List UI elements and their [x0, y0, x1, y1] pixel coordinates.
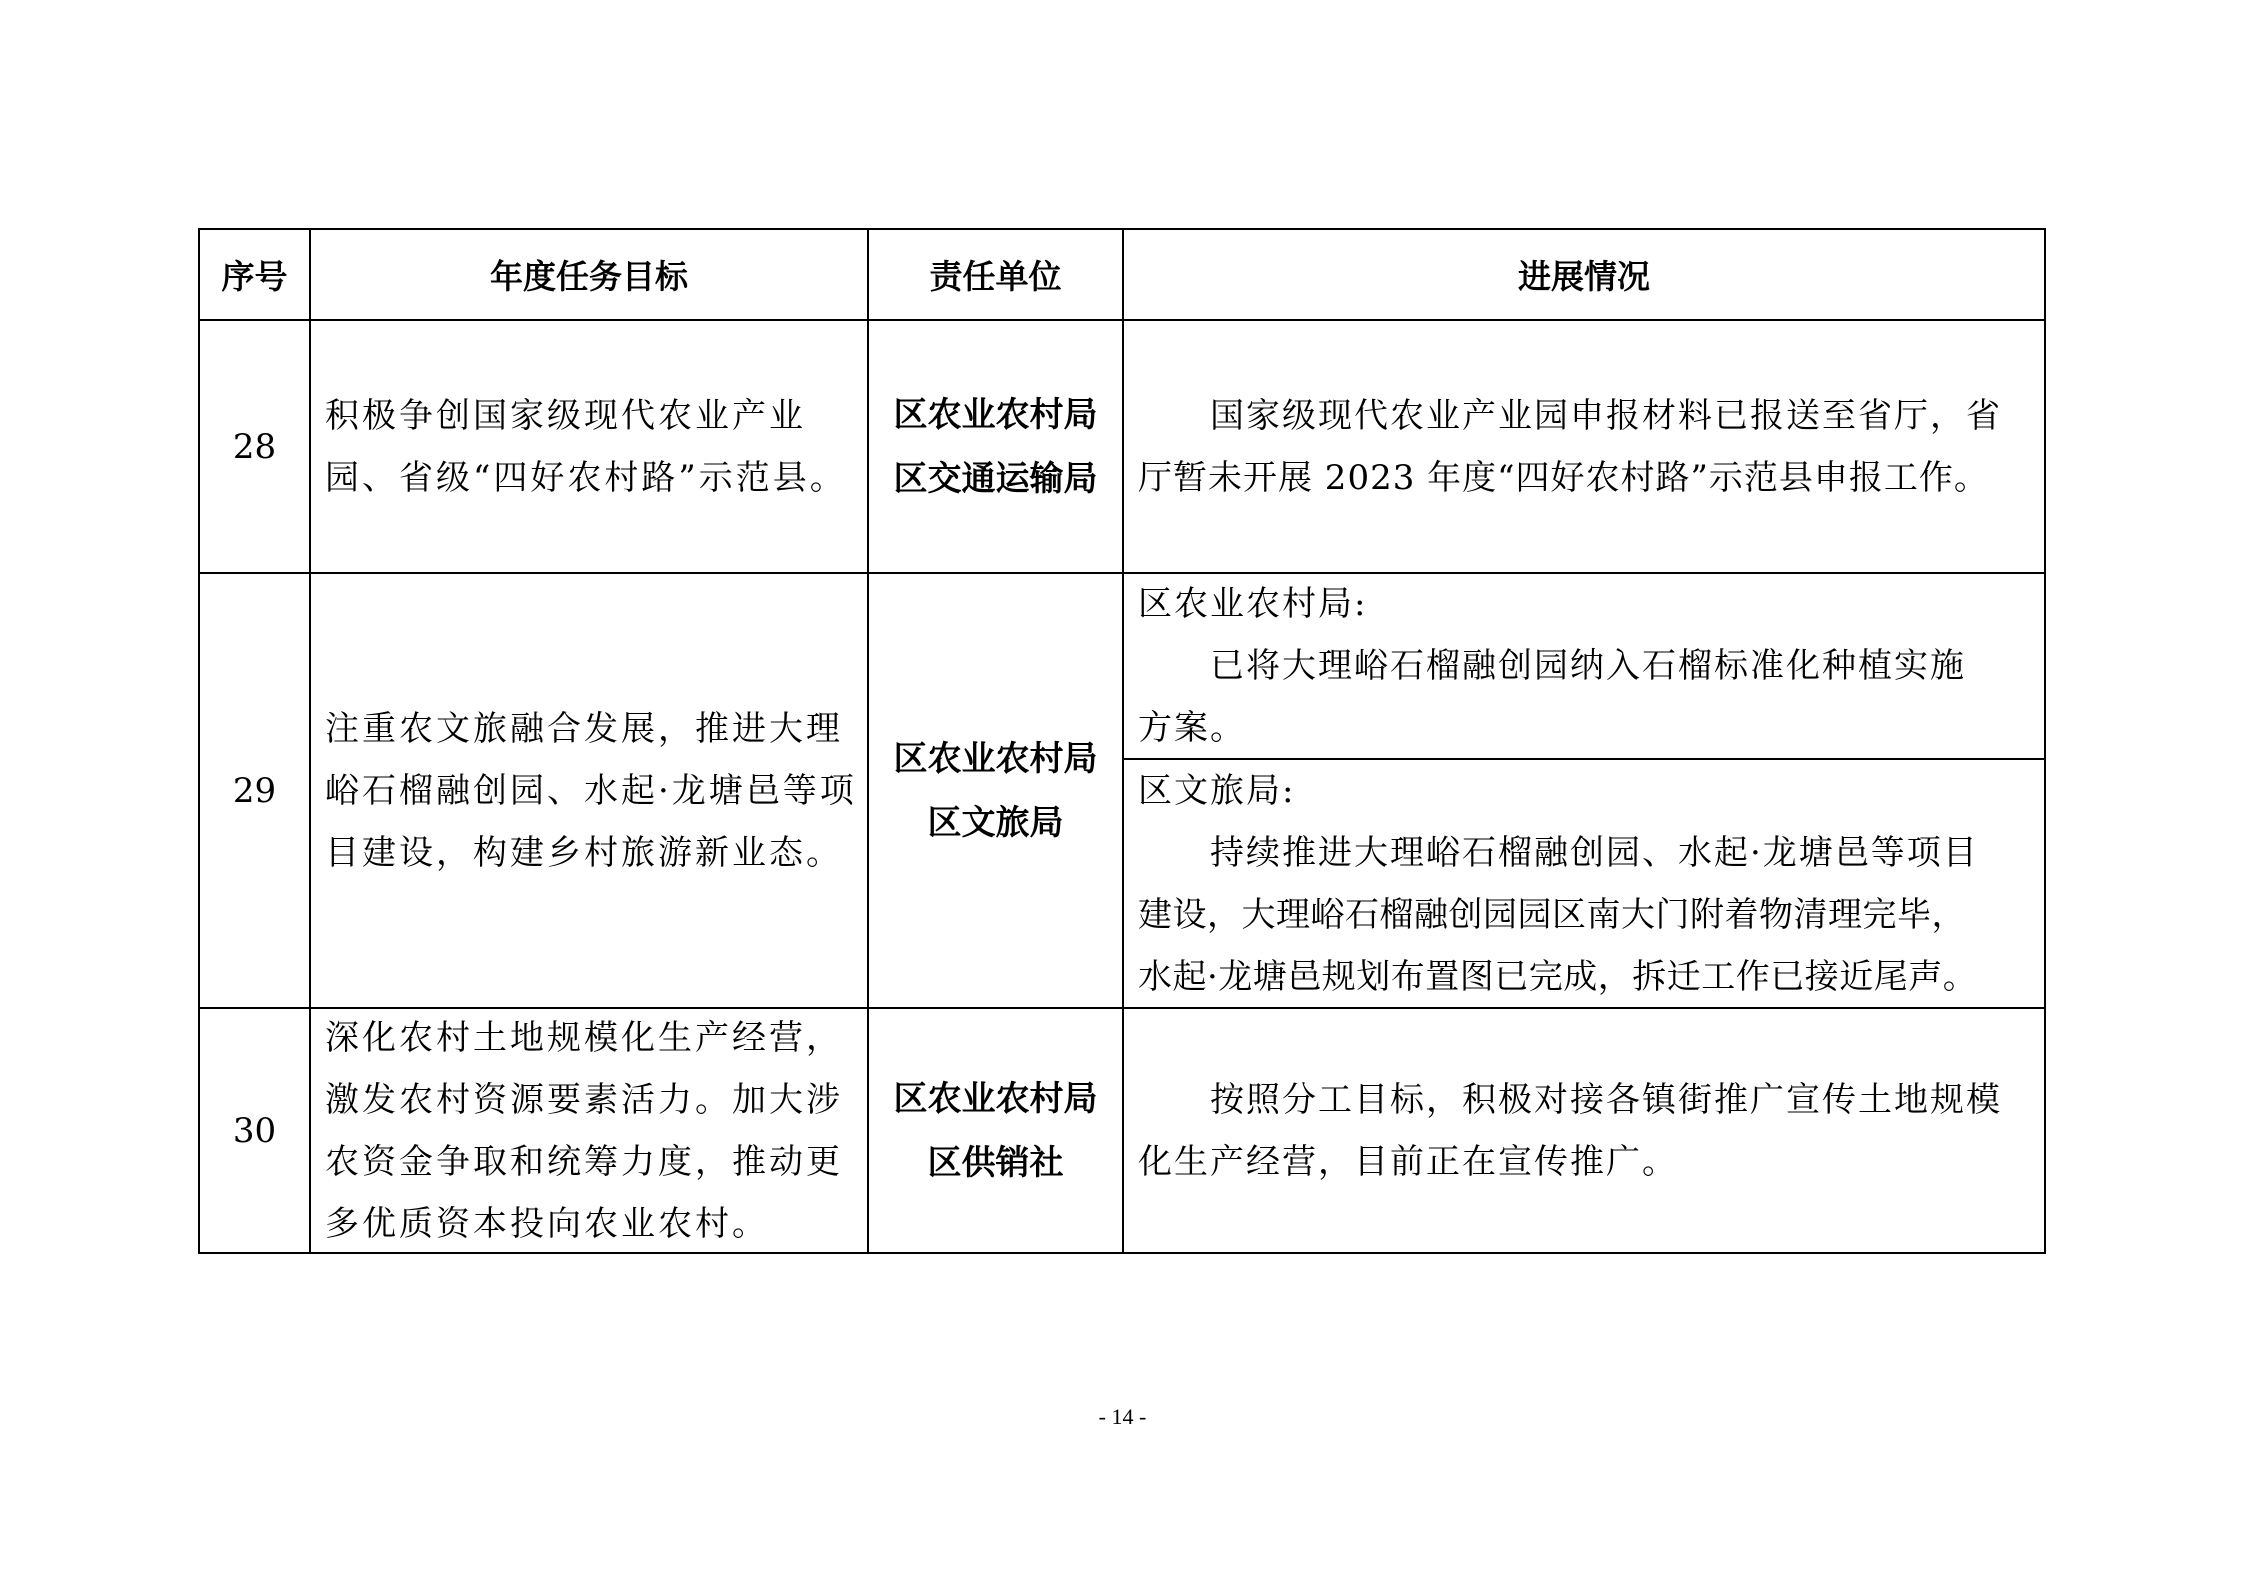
progress-dept-label: 区文旅局: — [1138, 770, 1296, 811]
unit-line: 区农业农村局 — [893, 394, 1098, 435]
unit-line: 区文旅局 — [927, 802, 1064, 843]
progress-subcell-tourism — [1124, 760, 2044, 1007]
progress-line: 水起·龙塘邑规划布置图已完成，拆迁工作已接近尾声。 — [1138, 956, 1978, 997]
target-line: 农资金争取和统筹力度，推动更 — [325, 1141, 843, 1182]
unit-cell — [869, 1009, 1122, 1252]
page-number: - 14 - — [1098, 1404, 1147, 1429]
progress-line: 厅暂未开展 2023 年度“四好农村路”示范县申报工作。 — [1138, 457, 1989, 498]
target-line: 园、省级“四好农村路”示范县。 — [325, 457, 847, 498]
header-responsible-unit: 责任单位 — [929, 257, 1062, 296]
progress-line: 已将大理峪石榴融创园纳入石榴标准化种植实施 — [1210, 646, 1966, 686]
row-number: 28 — [232, 426, 277, 467]
target-line: 目建设，构建乡村旅游新业态。 — [325, 832, 843, 873]
unit-line: 区供销社 — [927, 1142, 1064, 1183]
target-cell — [311, 574, 867, 1007]
progress-subcell-agriculture — [1124, 574, 2044, 758]
unit-line: 区农业农村局 — [893, 738, 1098, 779]
progress-cell — [1124, 321, 2044, 572]
progress-line: 方案。 — [1138, 708, 1246, 748]
progress-dept-label: 区农业农村局: — [1138, 584, 1368, 624]
target-line: 注重农文旅融合发展，推进大理 — [325, 708, 843, 749]
target-line: 积极争创国家级现代农业产业 — [325, 395, 806, 436]
target-line: 激发农村资源要素活力。加大涉 — [325, 1079, 843, 1120]
progress-line: 按照分工目标，积极对接各镇街推广宣传土地规模 — [1210, 1079, 2002, 1120]
progress-line: 建设，大理峪石榴融创园园区南大门附着物清理完毕， — [1138, 894, 1966, 935]
row-number: 30 — [232, 1110, 277, 1151]
target-line: 多优质资本投向农业农村。 — [325, 1203, 769, 1244]
row-number: 29 — [232, 770, 277, 811]
target-line: 峪石榴融创园、水起·龙塘邑等项 — [325, 770, 857, 811]
task-progress-table — [198, 228, 2046, 1254]
progress-line: 持续推进大理峪石榴融创园、水起·龙塘邑等项目 — [1210, 832, 1979, 873]
progress-line: 国家级现代农业产业园申报材料已报送至省厅，省 — [1210, 395, 2002, 436]
target-line: 深化农村土地规模化生产经营， — [325, 1017, 843, 1058]
header-progress: 进展情况 — [1518, 257, 1650, 296]
target-cell — [311, 1009, 867, 1252]
unit-line: 区农业农村局 — [893, 1078, 1098, 1119]
header-number: 序号 — [221, 257, 288, 296]
progress-line: 化生产经营，目前正在宣传推广。 — [1138, 1141, 1678, 1182]
target-cell — [311, 321, 867, 572]
header-annual-target: 年度任务目标 — [490, 257, 688, 296]
progress-cell — [1124, 1009, 2044, 1252]
unit-cell — [869, 321, 1122, 572]
unit-cell — [869, 574, 1122, 1007]
unit-line: 区交通运输局 — [893, 458, 1098, 499]
